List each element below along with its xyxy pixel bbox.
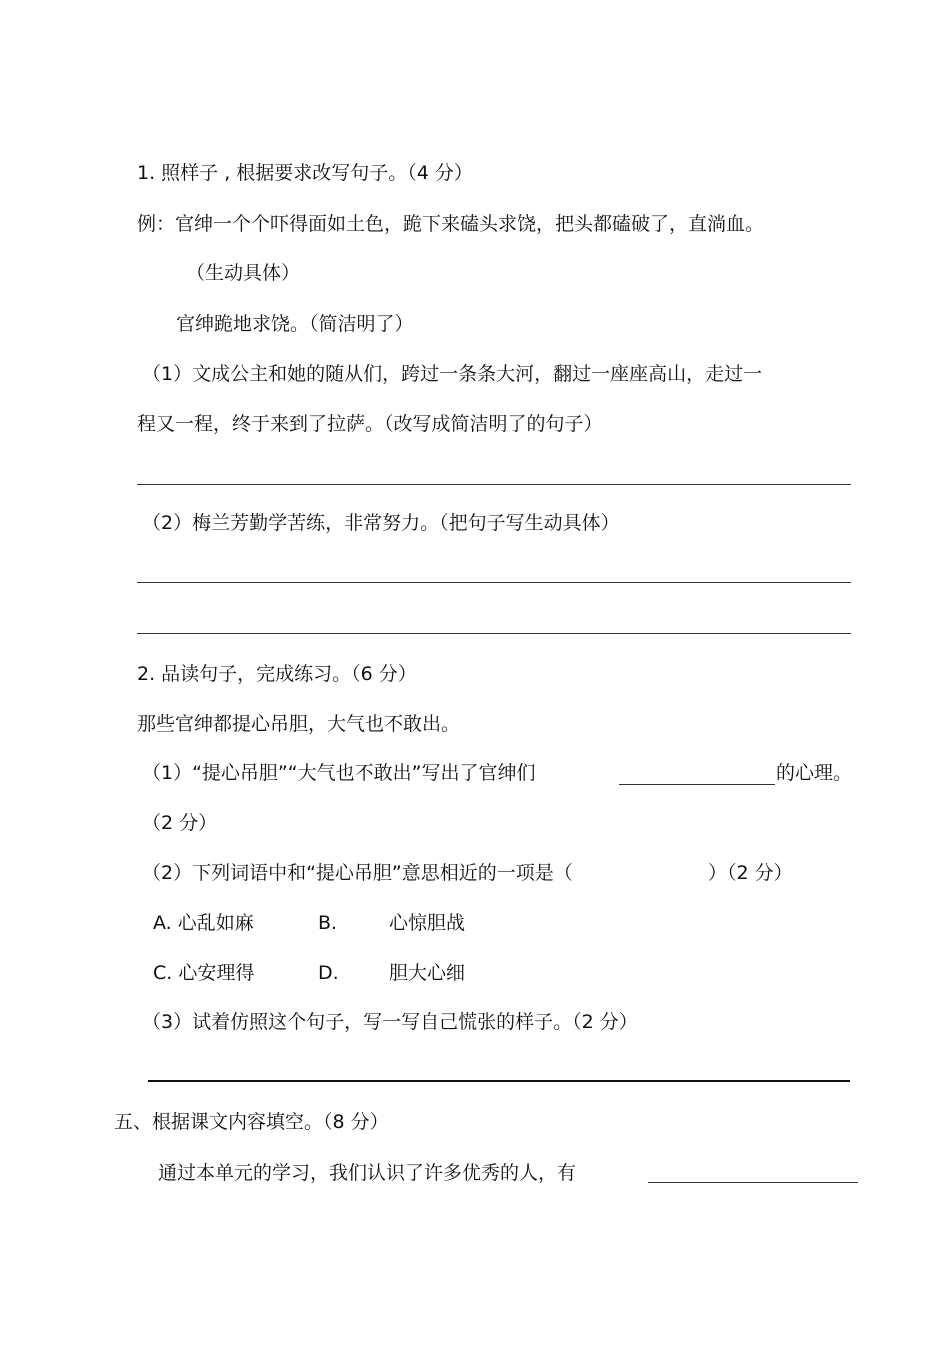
item-1-line-2: 程又一程，终于来到了拉萨。（改写成简洁明了的句子） (137, 413, 603, 435)
example-note: （生动具体） (186, 262, 301, 284)
section-5-heading: 五、根据课文内容填空。（8 分） (114, 1111, 389, 1133)
fill-blank[interactable] (648, 1182, 858, 1183)
item-1-line-1: （1）文成公主和她的随从们，跨过一条条大河，翻过一座座高山，走过一 (142, 363, 763, 385)
q2-item-1-points: （2 分） (142, 812, 218, 834)
q2-item-1-suffix: 的心理。 (776, 762, 853, 784)
answer-line[interactable] (137, 582, 851, 583)
answer-line[interactable] (137, 484, 851, 485)
q2-item-3: （3）试着仿照这个句子，写一写自己慌张的样子。（2 分） (142, 1011, 638, 1033)
example-simple-sentence: 官绅跪地求饶。（简洁明了） (176, 313, 414, 335)
quoted-sentence: 那些官绅都提心吊胆，大气也不敢出。 (137, 713, 461, 735)
option-c[interactable]: C. 心安理得 (153, 962, 255, 984)
section-5-line-1: 通过本单元的学习，我们认识了许多优秀的人，有 (158, 1162, 577, 1184)
option-d-label[interactable]: D. (318, 962, 339, 984)
option-b-label[interactable]: B. (318, 912, 338, 934)
item-2: （2）梅兰芳勤学苦练，非常努力。（把句子写生动具体） (142, 512, 620, 534)
fill-blank[interactable] (619, 784, 775, 785)
question-1-heading: 1. 照样子 , 根据要求改写句子。（4 分） (137, 162, 473, 184)
q2-item-2-prefix: （2）下列词语中和“提心吊胆”意思相近的一项是（ (142, 862, 573, 884)
option-a[interactable]: A. 心乱如麻 (153, 912, 254, 934)
example-sentence: 例：官绅一个个吓得面如土色，跪下来磕头求饶，把头都磕破了，直淌血。 (137, 213, 765, 235)
question-2-heading: 2. 品读句子，完成练习。（6 分） (137, 663, 417, 685)
option-b-text[interactable]: 心惊胆战 (389, 912, 466, 934)
q2-item-1-prefix: （1）“提心吊胆”“大气也不敢出”写出了官绅们 (142, 762, 536, 784)
option-d-text[interactable]: 胆大心细 (389, 962, 466, 984)
answer-line[interactable] (137, 633, 851, 634)
answer-line[interactable] (148, 1080, 850, 1082)
q2-item-2-suffix: ）（2 分） (708, 862, 793, 884)
